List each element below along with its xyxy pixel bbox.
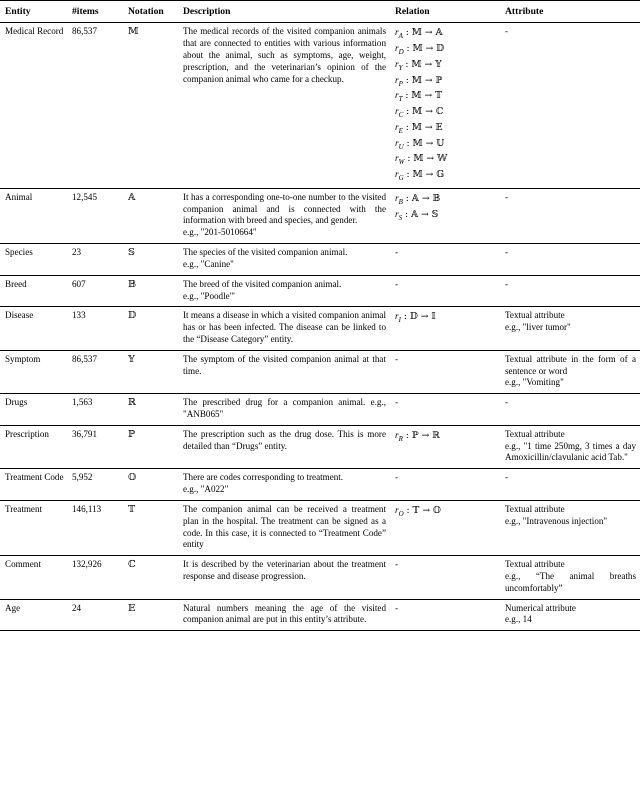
relation-item: $r_C$ : 𝕄 → ℂ: [395, 106, 444, 119]
table-row: [0, 188, 640, 243]
cell-relation: [390, 500, 500, 555]
notation-symbol: 𝔸: [128, 191, 136, 203]
table-row: [0, 394, 640, 426]
notation-symbol: 𝕊: [128, 247, 135, 259]
cell-relation: [390, 556, 500, 599]
cell-items-count: 607: [67, 275, 123, 307]
column-header-relation: Relation: [390, 1, 500, 23]
cell-notation: [123, 188, 178, 243]
cell-relation: [390, 425, 500, 468]
cell-description: [178, 599, 390, 631]
relation-item: $r_B$ : 𝔸 → 𝔹: [395, 192, 441, 206]
notation-symbol: 𝕐: [128, 353, 135, 365]
cell-notation: [123, 425, 178, 468]
cell-notation: [123, 394, 178, 426]
description-text: Natural numbers meaning the age of the visited companion animal are put in this entity’s attribute.: [183, 602, 386, 625]
description-text: The companion animal can be received a treatment plan in the hospital. The treatment can be signed as a code. In this case, it is connected to “Treatment Code” entity: [183, 503, 386, 550]
cell-relation: [390, 188, 500, 243]
relation-item: $r_G$ : 𝕄 → 𝔾: [395, 169, 445, 182]
description-example: e.g., "Poodle'": [183, 290, 236, 301]
description-text: The breed of the visited companion animal.: [183, 278, 342, 289]
relation-list: [395, 504, 496, 520]
cell-relation: [390, 394, 500, 426]
table-row: [0, 275, 640, 307]
description-text: The symptom of the visited companion animal at that time.: [183, 353, 386, 376]
column-header-items: #items: [67, 1, 123, 23]
attribute-text: Textual attribute: [505, 503, 565, 514]
relation-list: [395, 192, 496, 223]
cell-relation: [390, 23, 500, 188]
cell-entity: Animal: [0, 188, 67, 243]
cell-entity: Symptom: [0, 350, 67, 393]
relation-item: $r_T$ : 𝕄 → 𝕋: [395, 90, 442, 104]
cell-notation: [123, 307, 178, 350]
description-text: The medical records of the visited companion animals that are connected to entities with various information about the animal, such as symptoms, age, weight, prescription, and the veterinarian’s opinion of the companion animal who came for a checkup.: [183, 26, 386, 84]
description-example: e.g., "201-5010664": [183, 227, 257, 238]
cell-notation: [123, 469, 178, 501]
cell-items-count: 5,952: [67, 469, 123, 501]
cell-description: [178, 394, 390, 426]
relation-empty: -: [395, 278, 399, 289]
table-row: [0, 599, 640, 631]
attribute-text: Numerical attribute: [505, 602, 576, 613]
description-text: The prescribed drug for a companion animal. e.g., "ANB065": [183, 397, 386, 419]
cell-entity: Treatment Code: [0, 469, 67, 501]
cell-description: [178, 556, 390, 599]
relation-item: $r_E$ : 𝕄 → 𝔼: [395, 121, 443, 135]
description-text: The prescription such as the drug dose. This is more detailed than “Drugs” entity.: [183, 428, 386, 451]
cell-entity: Age: [0, 599, 67, 631]
cell-description: [178, 188, 390, 243]
notation-symbol: 𝔻: [128, 310, 137, 322]
description-text: It is described by the veterinarian about the treatment response and disease progression.: [183, 559, 386, 581]
cell-attribute: [500, 394, 640, 426]
attribute-text: -: [505, 472, 509, 483]
notation-symbol: 𝔼: [128, 602, 136, 614]
table-row: [0, 469, 640, 501]
table-row: [0, 350, 640, 393]
cell-entity: Medical Record: [0, 23, 67, 188]
relation-empty: -: [395, 353, 399, 364]
cell-items-count: 23: [67, 244, 123, 276]
relation-item: $r_S$ : 𝔸 → 𝕊: [395, 208, 439, 222]
relation-empty: -: [395, 602, 399, 613]
attribute-text: Textual attribute: [505, 428, 565, 439]
table-row: [0, 556, 640, 599]
notation-symbol: ℂ: [128, 559, 136, 571]
relation-list: [395, 26, 496, 183]
relation-item: $r_O$ : 𝕋 → 𝕆: [395, 504, 441, 518]
cell-items-count: 86,537: [67, 350, 123, 393]
notation-symbol: ℙ: [128, 428, 136, 440]
cell-description: [178, 244, 390, 276]
table-row: [0, 244, 640, 276]
notation-symbol: 𝕆: [128, 472, 137, 484]
cell-relation: [390, 275, 500, 307]
relation-item: $r_I$ : 𝔻 → 𝕀: [395, 311, 436, 325]
notation-symbol: ℝ: [128, 397, 136, 409]
attribute-text: -: [505, 191, 509, 202]
cell-attribute: [500, 244, 640, 276]
attribute-example: e.g., "1 time 250mg, 3 times a day Amoxicillin/clavulanic acid Tab.": [505, 440, 636, 463]
cell-items-count: 1,563: [67, 394, 123, 426]
description-text: It means a disease in which a visited companion animal has or has been infected. The disease can be linked to the “Disease Category” entity.: [183, 310, 386, 344]
attribute-example: e.g., "Intravenous injection": [505, 515, 608, 526]
cell-relation: [390, 599, 500, 631]
cell-items-count: 133: [67, 307, 123, 350]
cell-description: [178, 307, 390, 350]
cell-entity: Breed: [0, 275, 67, 307]
description-example: e.g., "A022": [183, 484, 229, 495]
cell-entity: Disease: [0, 307, 67, 350]
relation-empty: -: [395, 472, 399, 483]
attribute-text: -: [505, 278, 509, 289]
cell-notation: [123, 556, 178, 599]
relation-item: $r_R$ : ℙ → ℝ: [395, 429, 440, 443]
cell-entity: Prescription: [0, 425, 67, 468]
cell-notation: [123, 275, 178, 307]
attribute-example: e.g., "Vomiting": [505, 377, 564, 388]
relation-item: $r_P$ : 𝕄 → ℙ: [395, 74, 443, 88]
cell-notation: [123, 244, 178, 276]
cell-items-count: 24: [67, 599, 123, 631]
table-row: [0, 425, 640, 468]
relation-item: $r_W$ : 𝕄 → 𝕎: [395, 153, 448, 167]
attribute-example: e.g., "liver tumor": [505, 322, 571, 333]
column-header-notation: Notation: [123, 1, 178, 23]
cell-description: [178, 275, 390, 307]
cell-attribute: [500, 425, 640, 468]
cell-items-count: 86,537: [67, 23, 123, 188]
cell-entity: Drugs: [0, 394, 67, 426]
notation-symbol: 𝕄: [128, 26, 139, 38]
cell-items-count: 146,113: [67, 500, 123, 555]
table-body: [0, 23, 640, 631]
description-text: It has a corresponding one-to-one number to the visited companion animal and is connected with the information with breed and species, and gender.: [183, 191, 386, 226]
cell-entity: Comment: [0, 556, 67, 599]
cell-description: [178, 23, 390, 188]
cell-attribute: [500, 350, 640, 393]
attribute-text: -: [505, 247, 509, 258]
notation-symbol: 𝔹: [128, 278, 137, 290]
cell-description: [178, 500, 390, 555]
attribute-text: -: [505, 26, 509, 37]
cell-relation: [390, 350, 500, 393]
attribute-example: e.g., 14: [505, 614, 532, 625]
cell-entity: Species: [0, 244, 67, 276]
cell-relation: [390, 469, 500, 501]
table-header-row: [0, 1, 640, 23]
cell-attribute: [500, 275, 640, 307]
relation-empty: -: [395, 247, 399, 258]
relation-item: $r_U$ : 𝕄 → 𝕌: [395, 137, 445, 151]
relation-empty: -: [395, 559, 399, 570]
cell-items-count: 36,791: [67, 425, 123, 468]
cell-entity: Treatment: [0, 500, 67, 555]
notation-symbol: 𝕋: [128, 503, 136, 515]
attribute-text: Textual attribute: [505, 310, 565, 321]
relation-item: $r_D$ : 𝕄 → 𝔻: [395, 43, 445, 57]
description-example: e.g., "Canine": [183, 258, 234, 269]
cell-attribute: [500, 500, 640, 555]
cell-notation: [123, 350, 178, 393]
relation-item: $r_Y$ : 𝕄 → 𝕐: [395, 58, 442, 72]
cell-attribute: [500, 188, 640, 243]
cell-attribute: [500, 599, 640, 631]
cell-attribute: [500, 307, 640, 350]
attribute-text: Textual attribute in the form of a sentence or word: [505, 353, 636, 376]
cell-notation: [123, 599, 178, 631]
cell-attribute: [500, 23, 640, 188]
cell-items-count: 12,545: [67, 188, 123, 243]
column-header-entity: Entity: [0, 1, 67, 23]
relation-empty: -: [395, 397, 399, 408]
table-row: [0, 23, 640, 188]
cell-notation: [123, 23, 178, 188]
table-row: [0, 500, 640, 555]
relation-list: [395, 429, 496, 445]
column-header-attribute: Attribute: [500, 1, 640, 23]
attribute-text: -: [505, 397, 509, 408]
description-text: The species of the visited companion animal.: [183, 247, 348, 258]
relation-list: [395, 310, 496, 326]
attribute-text: Textual attribute: [505, 559, 565, 570]
cell-relation: [390, 244, 500, 276]
description-text: There are codes corresponding to treatment.: [183, 472, 344, 483]
column-header-description: Description: [178, 1, 390, 23]
table-row: [0, 307, 640, 350]
cell-attribute: [500, 469, 640, 501]
cell-attribute: [500, 556, 640, 599]
cell-notation: [123, 500, 178, 555]
attribute-example: e.g., “The animal breaths uncomfortably”: [505, 570, 636, 593]
table-header: [0, 1, 640, 23]
cell-description: [178, 425, 390, 468]
cell-description: [178, 469, 390, 501]
relation-item: $r_A$ : 𝕄 → 𝔸: [395, 27, 443, 41]
cell-relation: [390, 307, 500, 350]
cell-items-count: 132,926: [67, 556, 123, 599]
cell-description: [178, 350, 390, 393]
